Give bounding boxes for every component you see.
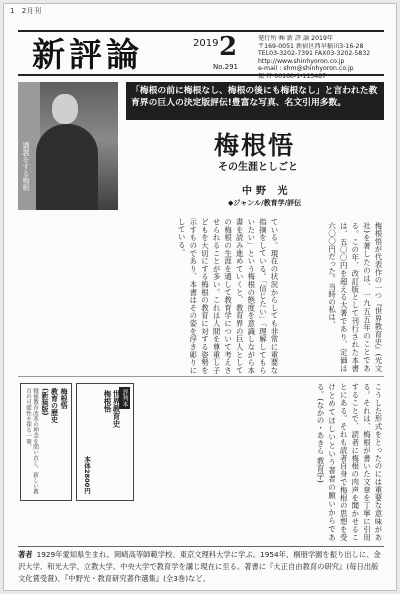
book-ad-note: 戦後教育改革の理念を問い直し、新しい教育の可能性を探る一冊。	[25, 388, 38, 495]
lead-banner: 「梅根の前に梅根なし、梅根の後にも梅根なし」と言われた教育界の巨人の決定版評伝!豊富な写真、名文引用多数。	[126, 82, 384, 120]
photo-caption: 講義をする梅根	[22, 142, 30, 191]
book-title: 梅根悟	[214, 131, 296, 160]
book-ad-list-item: 梅根悟	[60, 388, 68, 409]
book-ad-education-history[interactable]	[20, 383, 72, 501]
newsletter-page	[3, 3, 397, 591]
issue-year: 2019	[193, 38, 219, 49]
book-ad-world-history[interactable]	[76, 383, 134, 501]
publisher-line[interactable]: e-mail : shm@shinhyoron.co.jp	[258, 65, 354, 73]
lower-section	[18, 376, 384, 544]
book-subtitle: その生涯としごと	[218, 162, 298, 173]
genre-label: ◆ジャンル/教育学/評伝	[228, 199, 302, 207]
page-number: 1	[10, 7, 15, 15]
top-line	[10, 6, 46, 16]
book-ad-inner	[79, 386, 131, 498]
bio-text: 1929年愛知県生まれ。岡崎高等師範学校、東京文理科大学に学ぶ。1954年、桐朋学園を振り出しに、金沢大学、和光大学、立教大学、中央大学で教育学を講じ現在に至る。著書に『大正自由教育の研究』(毎日出版文化賞受賞)、『中野光・教育研究著作選集』(全3巻)など。	[18, 550, 381, 583]
book-ad-list	[40, 388, 69, 496]
publisher-line[interactable]: http://www.shinhyoron.co.jp	[258, 57, 345, 65]
article-column-left: ている。現在の状況からしても非常に重要な指摘をしている。「信じたい」「理解してもらいたい」という梅根の態度を意識しながら本書を読み進めていくと、教育界の巨人としての梅根の生涯を通して教育学について考えさせられることが多い。これは人間を尊重し子どもを大切にする梅根の教育に対する姿勢を示すものであり、本書はその姿を浮き彫りにしている。	[177, 218, 279, 374]
author-name: 中野 光	[242, 186, 292, 197]
recommend-badge: 評判本	[121, 389, 128, 407]
book-ad-title	[103, 390, 121, 428]
author-bio	[18, 546, 384, 586]
publisher-line: TEL03-3202-7391 FAX03-3202-5832	[258, 50, 371, 58]
article-column-right: 梅根悟が代表作の一つ『世界教育史』(光文社)を著したのは、一九五五年のことである。この年、改訂版として刊行された本書は、五〇〇円を超える大著であり、定価は六〇〇円だった。当時の私は、	[327, 222, 383, 372]
book-ad-price: 本体2800円	[83, 456, 91, 494]
issue-month: 2	[219, 32, 238, 62]
book-ad-title-line: 梅根悟	[103, 390, 112, 413]
book-ad-list-item: (新装版)	[41, 388, 49, 416]
publisher-line: 発行所 ㈱ 新 評 論 2019年	[258, 35, 334, 42]
book-ad-title-line: 世界教育史	[112, 390, 121, 428]
article-column-lower: こうした形式をとったのには重要な意味がある。それは、梅根が書いた文章を丁寧に引用することで、読者に梅根の肉声を聞かせることにある。それも読者自身で梅根の思想を受けとめてほしいという著者の願いからである。(なかの・あきら 教育学)	[316, 383, 383, 541]
photo-body	[36, 124, 98, 210]
masthead	[18, 30, 384, 80]
logo: 新評論	[32, 35, 143, 74]
publisher-line: 振 替 00160-1-113487	[258, 72, 327, 80]
issue-number: No.291	[213, 63, 238, 71]
feature-article	[18, 82, 384, 374]
publisher-line: 〒169-0051 新宿区西早稲田3-16-28	[258, 42, 364, 50]
book-ad-list-item: 教育の歴史	[50, 388, 59, 423]
author-photo	[18, 82, 118, 210]
publisher-info	[258, 35, 388, 81]
photo-head	[52, 94, 78, 124]
bio-label: 著者	[18, 550, 33, 559]
issue-label: 2月刊	[21, 7, 42, 15]
